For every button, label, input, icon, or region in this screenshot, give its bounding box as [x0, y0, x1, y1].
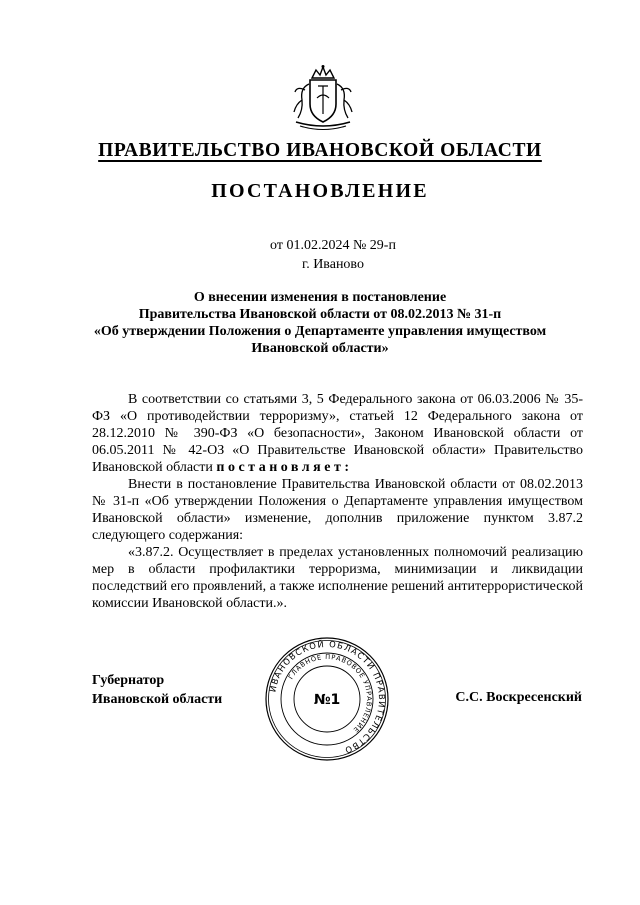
subject-line: «Об утверждении Положения о Департаменте управления имуществом — [93, 324, 547, 339]
signatory-title-line: Ивановской области — [92, 692, 223, 707]
subject-line: О внесении изменения в постановление — [193, 290, 447, 305]
body-paragraph-new-clause: «3.87.2. Осуществляет в пределах установленных полномочий реализацию мер в области профилактики терроризма, минимизации и ликвидации последствий его проявлений, а также исполнение решений антитеррористической комиссии Ивановской области.». — [92, 545, 583, 611]
signatory-name: С.С. Воскресенский — [455, 690, 582, 705]
city: г. Иваново — [302, 257, 364, 272]
document-subject — [60, 289, 580, 357]
document-meta — [0, 236, 640, 274]
document-body — [92, 391, 583, 612]
signatory-title-line: Губернатор — [92, 673, 165, 688]
coat-of-arms-emblem — [290, 64, 356, 132]
body-paragraph-preamble — [92, 391, 583, 476]
seal-inner-text: ГЛАВНОЕ ПРАВОВОЕ УПРАВЛЕНИЕ — [286, 652, 374, 735]
seal-ring-text: ИВАНОВСКОЙ ОБЛАСТИ ПРАВИТЕЛЬСТВО — [267, 638, 388, 756]
preamble-text: В соответствии со статьями 3, 5 Федерального закона от 06.03.2006 № 35-ФЗ «О противодействии терроризму», статьей 12 Федерального закона от 28.12.2010 № 390-ФЗ «О безопасности», Законом Ивановской области от 06.05.2011 № 42-ОЗ «О Правительстве Ивановской области» Правительство Ивановской области — [92, 392, 583, 475]
body-paragraph-amendment: Внести в постановление Правительства Ивановской области от 08.02.2013 № 31-п «Об утверждении Положения о Департаменте управления имуществом Ивановской области» изменение, дополнив приложение пунктом 3.87.2 следующего содержания: — [92, 477, 583, 543]
subject-line: Ивановской области» — [251, 341, 389, 356]
resolves-word: постановляет: — [216, 460, 353, 475]
date-number: от 01.02.2024 № 29-п — [270, 238, 396, 253]
document-type: ПОСТАНОВЛЕНИЕ — [211, 180, 429, 202]
official-seal-stamp — [264, 636, 390, 762]
seal-number: №1 — [313, 692, 341, 708]
subject-line: Правительства Ивановской области от 08.02.2013 № 31-п — [138, 307, 502, 322]
signatory-title — [92, 671, 222, 709]
government-title: ПРАВИТЕЛЬСТВО ИВАНОВСКОЙ ОБЛАСТИ — [98, 140, 542, 161]
